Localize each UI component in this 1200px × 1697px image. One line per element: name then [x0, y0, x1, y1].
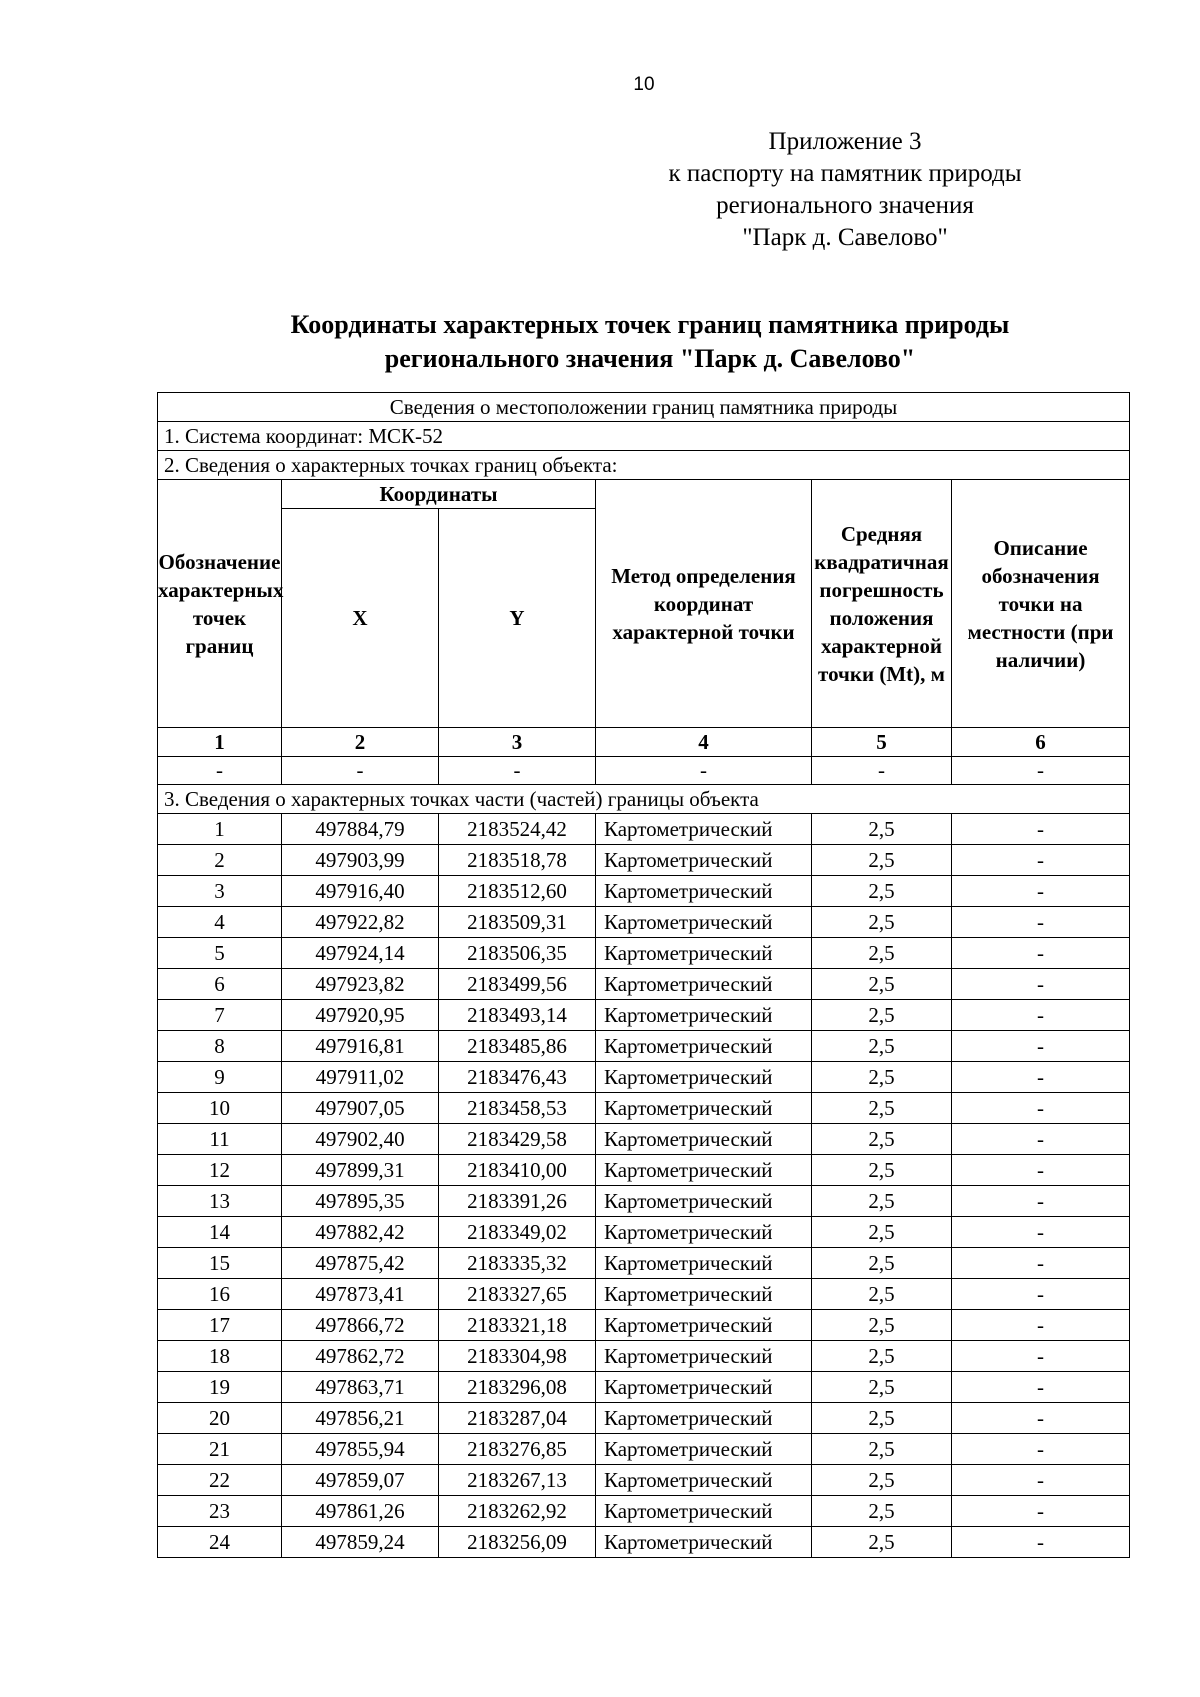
mean-square-error: 2,5	[812, 1155, 952, 1186]
point-number: 11	[158, 1124, 282, 1155]
y-coordinate: 2183429,58	[439, 1124, 596, 1155]
mean-square-error: 2,5	[812, 1217, 952, 1248]
point-number: 18	[158, 1341, 282, 1372]
mean-square-error: 2,5	[812, 1310, 952, 1341]
dash-cell: -	[952, 757, 1130, 785]
point-number: 5	[158, 938, 282, 969]
y-coordinate: 2183391,26	[439, 1186, 596, 1217]
dash-cell: -	[282, 757, 439, 785]
point-number: 2	[158, 845, 282, 876]
description: -	[952, 1310, 1130, 1341]
header-method: Метод определения координат характерной точки	[596, 480, 812, 728]
dash-cell: -	[812, 757, 952, 785]
appendix-line: "Парк д. Савелово"	[742, 224, 948, 251]
mean-square-error: 2,5	[812, 938, 952, 969]
point-number: 12	[158, 1155, 282, 1186]
description: -	[952, 1248, 1130, 1279]
method: Картометрический	[596, 814, 812, 845]
empty-object-row	[158, 757, 1130, 785]
point-number: 22	[158, 1465, 282, 1496]
y-coordinate: 2183499,56	[439, 969, 596, 1000]
column-number: 1	[158, 728, 282, 757]
method: Картометрический	[596, 876, 812, 907]
mean-square-error: 2,5	[812, 1279, 952, 1310]
header-x: X	[282, 509, 439, 728]
mean-square-error: 2,5	[812, 876, 952, 907]
appendix-line: Приложение 3	[768, 128, 922, 155]
method: Картометрический	[596, 1496, 812, 1527]
mean-square-error: 2,5	[812, 1527, 952, 1558]
description: -	[952, 876, 1130, 907]
description: -	[952, 1031, 1130, 1062]
point-number: 21	[158, 1434, 282, 1465]
table-row	[158, 1372, 1130, 1403]
title-line: регионального значения "Парк д. Савелово"	[384, 344, 916, 373]
part-points-header: 3. Сведения о характерных точках части (частей) границы объекта	[158, 785, 1130, 814]
table-row	[158, 938, 1130, 969]
point-number: 6	[158, 969, 282, 1000]
mean-square-error: 2,5	[812, 1186, 952, 1217]
description: -	[952, 1124, 1130, 1155]
y-coordinate: 2183321,18	[439, 1310, 596, 1341]
appendix-line: регионального значения	[716, 192, 974, 219]
y-coordinate: 2183296,08	[439, 1372, 596, 1403]
table-row	[158, 1403, 1130, 1434]
x-coordinate: 497916,40	[282, 876, 439, 907]
point-number: 3	[158, 876, 282, 907]
document-title	[150, 308, 1150, 376]
point-number: 9	[158, 1062, 282, 1093]
description: -	[952, 1217, 1130, 1248]
point-number: 4	[158, 907, 282, 938]
method: Картометрический	[596, 938, 812, 969]
column-number: 3	[439, 728, 596, 757]
table-row	[158, 814, 1130, 845]
table-row	[158, 1124, 1130, 1155]
table-row	[158, 845, 1130, 876]
point-number: 1	[158, 814, 282, 845]
point-number: 19	[158, 1372, 282, 1403]
x-coordinate: 497856,21	[282, 1403, 439, 1434]
coordinates-table	[157, 392, 1130, 1558]
y-coordinate: 2183262,92	[439, 1496, 596, 1527]
x-coordinate: 497899,31	[282, 1155, 439, 1186]
x-coordinate: 497855,94	[282, 1434, 439, 1465]
y-coordinate: 2183256,09	[439, 1527, 596, 1558]
header-designation: Обозначение характерных точек границ	[158, 480, 282, 728]
table-row	[158, 969, 1130, 1000]
coordinate-system: 1. Система координат: МСК-52	[158, 422, 1130, 451]
point-number: 15	[158, 1248, 282, 1279]
description: -	[952, 1496, 1130, 1527]
point-number: 20	[158, 1403, 282, 1434]
x-coordinate: 497862,72	[282, 1341, 439, 1372]
table-row	[158, 1186, 1130, 1217]
header-coordinates: Координаты	[282, 480, 596, 509]
table-row	[158, 1217, 1130, 1248]
x-coordinate: 497916,81	[282, 1031, 439, 1062]
column-number: 5	[812, 728, 952, 757]
table-row	[158, 1031, 1130, 1062]
mean-square-error: 2,5	[812, 1465, 952, 1496]
column-number: 4	[596, 728, 812, 757]
x-coordinate: 497922,82	[282, 907, 439, 938]
table-row	[158, 1279, 1130, 1310]
method: Картометрический	[596, 1465, 812, 1496]
y-coordinate: 2183485,86	[439, 1031, 596, 1062]
table-row	[158, 907, 1130, 938]
table-row	[158, 1527, 1130, 1558]
x-coordinate: 497903,99	[282, 845, 439, 876]
method: Картометрический	[596, 1527, 812, 1558]
description: -	[952, 1434, 1130, 1465]
table-row	[158, 1093, 1130, 1124]
mean-square-error: 2,5	[812, 1062, 952, 1093]
table-row	[158, 1248, 1130, 1279]
y-coordinate: 2183335,32	[439, 1248, 596, 1279]
mean-square-error: 2,5	[812, 1496, 952, 1527]
mean-square-error: 2,5	[812, 1403, 952, 1434]
x-coordinate: 497875,42	[282, 1248, 439, 1279]
mean-square-error: 2,5	[812, 814, 952, 845]
mean-square-error: 2,5	[812, 1248, 952, 1279]
x-coordinate: 497866,72	[282, 1310, 439, 1341]
table-row	[158, 1465, 1130, 1496]
table-row	[158, 1310, 1130, 1341]
x-coordinate: 497895,35	[282, 1186, 439, 1217]
description: -	[952, 1155, 1130, 1186]
y-coordinate: 2183458,53	[439, 1093, 596, 1124]
point-number: 24	[158, 1527, 282, 1558]
description: -	[952, 1279, 1130, 1310]
point-number: 23	[158, 1496, 282, 1527]
x-coordinate: 497859,07	[282, 1465, 439, 1496]
description: -	[952, 907, 1130, 938]
table-row	[158, 1155, 1130, 1186]
x-coordinate: 497859,24	[282, 1527, 439, 1558]
dash-cell: -	[158, 757, 282, 785]
mean-square-error: 2,5	[812, 969, 952, 1000]
y-coordinate: 2183509,31	[439, 907, 596, 938]
method: Картометрический	[596, 1155, 812, 1186]
method: Картометрический	[596, 1124, 812, 1155]
mean-square-error: 2,5	[812, 1093, 952, 1124]
method: Картометрический	[596, 1310, 812, 1341]
header-error: Средняя квадратичная погрешность положения характерной точки (Mt), м	[812, 480, 952, 728]
description: -	[952, 1093, 1130, 1124]
page-number: 10	[633, 74, 655, 95]
description: -	[952, 814, 1130, 845]
mean-square-error: 2,5	[812, 1434, 952, 1465]
method: Картометрический	[596, 1062, 812, 1093]
column-number: 2	[282, 728, 439, 757]
header-y: Y	[439, 509, 596, 728]
y-coordinate: 2183327,65	[439, 1279, 596, 1310]
method: Картометрический	[596, 1217, 812, 1248]
table-row	[158, 1434, 1130, 1465]
section-header: Сведения о местоположении границ памятника природы	[158, 393, 1130, 422]
description: -	[952, 1000, 1130, 1031]
x-coordinate: 497920,95	[282, 1000, 439, 1031]
description: -	[952, 1372, 1130, 1403]
y-coordinate: 2183493,14	[439, 1000, 596, 1031]
description: -	[952, 1341, 1130, 1372]
x-coordinate: 497923,82	[282, 969, 439, 1000]
method: Картометрический	[596, 1279, 812, 1310]
mean-square-error: 2,5	[812, 1341, 952, 1372]
method: Картометрический	[596, 845, 812, 876]
y-coordinate: 2183304,98	[439, 1341, 596, 1372]
method: Картометрический	[596, 1434, 812, 1465]
method: Картометрический	[596, 1341, 812, 1372]
x-coordinate: 497907,05	[282, 1093, 439, 1124]
x-coordinate: 497861,26	[282, 1496, 439, 1527]
method: Картометрический	[596, 1031, 812, 1062]
column-number-row	[158, 728, 1130, 757]
mean-square-error: 2,5	[812, 1000, 952, 1031]
dash-cell: -	[439, 757, 596, 785]
table-row	[158, 1000, 1130, 1031]
method: Картометрический	[596, 969, 812, 1000]
point-number: 16	[158, 1279, 282, 1310]
y-coordinate: 2183512,60	[439, 876, 596, 907]
method: Картометрический	[596, 1093, 812, 1124]
appendix-line: к паспорту на памятник природы	[668, 160, 1022, 187]
mean-square-error: 2,5	[812, 1031, 952, 1062]
method: Картометрический	[596, 1248, 812, 1279]
table-row	[158, 1496, 1130, 1527]
appendix-note	[620, 126, 1070, 254]
column-number: 6	[952, 728, 1130, 757]
y-coordinate: 2183506,35	[439, 938, 596, 969]
description: -	[952, 969, 1130, 1000]
y-coordinate: 2183518,78	[439, 845, 596, 876]
title-line: Координаты характерных точек границ памятника природы	[290, 310, 1010, 339]
x-coordinate: 497884,79	[282, 814, 439, 845]
object-points-header: 2. Сведения о характерных точках границ объекта:	[158, 451, 1130, 480]
y-coordinate: 2183276,85	[439, 1434, 596, 1465]
point-number: 17	[158, 1310, 282, 1341]
description: -	[952, 1465, 1130, 1496]
dash-cell: -	[596, 757, 812, 785]
method: Картометрический	[596, 1372, 812, 1403]
point-number: 8	[158, 1031, 282, 1062]
table-row	[158, 1062, 1130, 1093]
description: -	[952, 1403, 1130, 1434]
method: Картометрический	[596, 907, 812, 938]
x-coordinate: 497863,71	[282, 1372, 439, 1403]
x-coordinate: 497882,42	[282, 1217, 439, 1248]
method: Картометрический	[596, 1000, 812, 1031]
x-coordinate: 497911,02	[282, 1062, 439, 1093]
table-row	[158, 1341, 1130, 1372]
y-coordinate: 2183524,42	[439, 814, 596, 845]
method: Картометрический	[596, 1403, 812, 1434]
x-coordinate: 497902,40	[282, 1124, 439, 1155]
mean-square-error: 2,5	[812, 845, 952, 876]
point-number: 10	[158, 1093, 282, 1124]
description: -	[952, 1062, 1130, 1093]
point-number: 7	[158, 1000, 282, 1031]
mean-square-error: 2,5	[812, 1124, 952, 1155]
mean-square-error: 2,5	[812, 907, 952, 938]
table-row	[158, 876, 1130, 907]
description: -	[952, 1527, 1130, 1558]
y-coordinate: 2183476,43	[439, 1062, 596, 1093]
y-coordinate: 2183267,13	[439, 1465, 596, 1496]
method: Картометрический	[596, 1186, 812, 1217]
point-number: 13	[158, 1186, 282, 1217]
x-coordinate: 497873,41	[282, 1279, 439, 1310]
header-description: Описание обозначения точки на местности (при наличии)	[952, 480, 1130, 728]
description: -	[952, 938, 1130, 969]
description: -	[952, 845, 1130, 876]
y-coordinate: 2183287,04	[439, 1403, 596, 1434]
mean-square-error: 2,5	[812, 1372, 952, 1403]
description: -	[952, 1186, 1130, 1217]
y-coordinate: 2183410,00	[439, 1155, 596, 1186]
point-number: 14	[158, 1217, 282, 1248]
y-coordinate: 2183349,02	[439, 1217, 596, 1248]
x-coordinate: 497924,14	[282, 938, 439, 969]
